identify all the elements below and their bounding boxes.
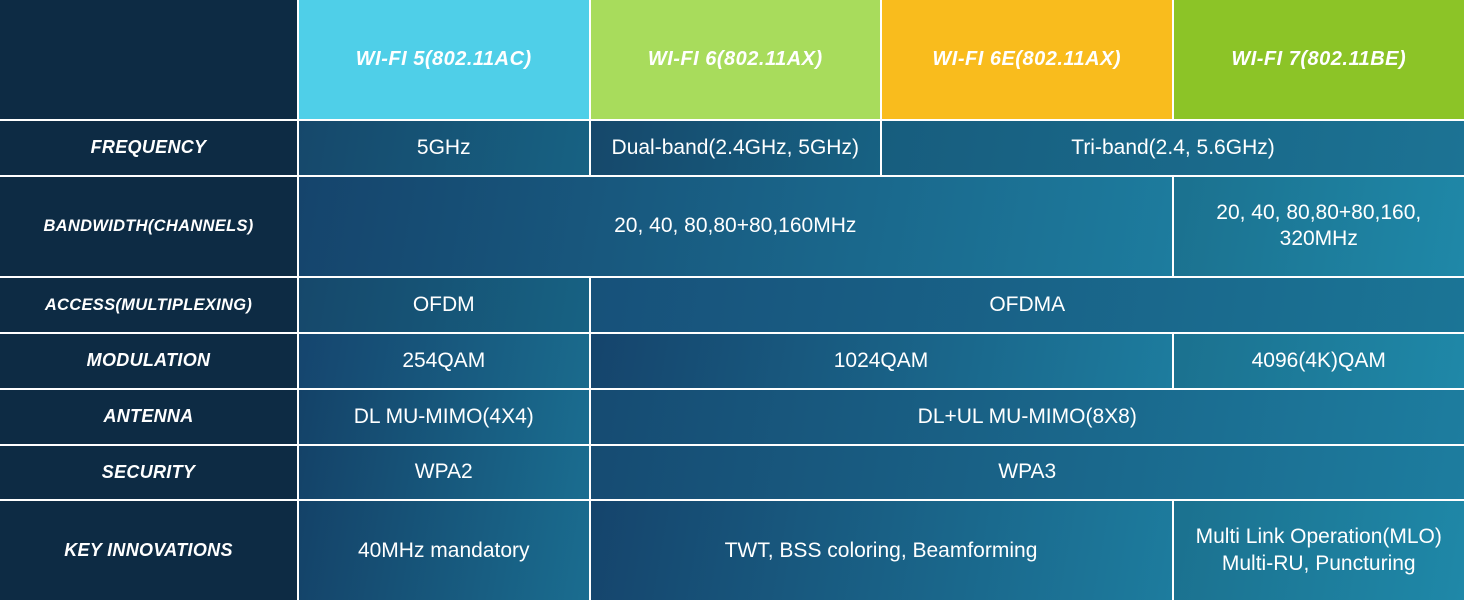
cell-frequency-wifi6: Dual-band(2.4GHz, 5GHz) bbox=[590, 120, 882, 176]
row-label-security: SECURITY bbox=[0, 445, 298, 501]
cell-frequency-wifi5: 5GHz bbox=[298, 120, 590, 176]
table-corner-cell bbox=[0, 0, 298, 120]
cell-antenna-wifi5: DL MU-MIMO(4X4) bbox=[298, 389, 590, 445]
cell-access-wifi6-6e-7: OFDMA bbox=[590, 277, 1464, 333]
column-header-wifi6: WI-FI 6(802.11AX) bbox=[590, 0, 882, 120]
table-row-access bbox=[0, 277, 1464, 333]
cell-security-wifi5: WPA2 bbox=[298, 445, 590, 501]
table-row-security bbox=[0, 445, 1464, 501]
cell-modulation-wifi6-6e: 1024QAM bbox=[590, 333, 1173, 389]
column-header-wifi7: WI-FI 7(802.11BE) bbox=[1173, 0, 1464, 120]
row-label-access: ACCESS(MULTIPLEXING) bbox=[0, 277, 298, 333]
cell-bandwidth-wifi5-6-6e: 20, 40, 80,80+80,160MHz bbox=[298, 176, 1173, 277]
cell-modulation-wifi7: 4096(4K)QAM bbox=[1173, 333, 1464, 389]
cell-key-innovations-wifi7: Multi Link Operation(MLO) Multi-RU, Puncturing bbox=[1173, 500, 1464, 600]
cell-modulation-wifi5: 254QAM bbox=[298, 333, 590, 389]
row-label-key-innovations: KEY INNOVATIONS bbox=[0, 500, 298, 600]
cell-antenna-wifi6-6e-7: DL+UL MU-MIMO(8X8) bbox=[590, 389, 1464, 445]
row-label-frequency: FREQUENCY bbox=[0, 120, 298, 176]
table-row-frequency bbox=[0, 120, 1464, 176]
table-header-row bbox=[0, 0, 1464, 120]
table-row-modulation bbox=[0, 333, 1464, 389]
table-row-key-innovations bbox=[0, 500, 1464, 600]
cell-bandwidth-wifi7: 20, 40, 80,80+80,160, 320MHz bbox=[1173, 176, 1464, 277]
column-header-wifi6e: WI-FI 6E(802.11AX) bbox=[881, 0, 1173, 120]
row-label-antenna: ANTENNA bbox=[0, 389, 298, 445]
column-header-wifi5: WI-FI 5(802.11AC) bbox=[298, 0, 590, 120]
row-label-bandwidth: BANDWIDTH(CHANNELS) bbox=[0, 176, 298, 277]
row-label-modulation: MODULATION bbox=[0, 333, 298, 389]
table-row-bandwidth bbox=[0, 176, 1464, 277]
table-row-antenna bbox=[0, 389, 1464, 445]
cell-frequency-wifi6e-wifi7: Tri-band(2.4, 5.6GHz) bbox=[881, 120, 1464, 176]
cell-key-innovations-wifi5: 40MHz mandatory bbox=[298, 500, 590, 600]
cell-security-wifi6-6e-7: WPA3 bbox=[590, 445, 1464, 501]
cell-key-innovations-wifi6-6e: TWT, BSS coloring, Beamforming bbox=[590, 500, 1173, 600]
cell-access-wifi5: OFDM bbox=[298, 277, 590, 333]
